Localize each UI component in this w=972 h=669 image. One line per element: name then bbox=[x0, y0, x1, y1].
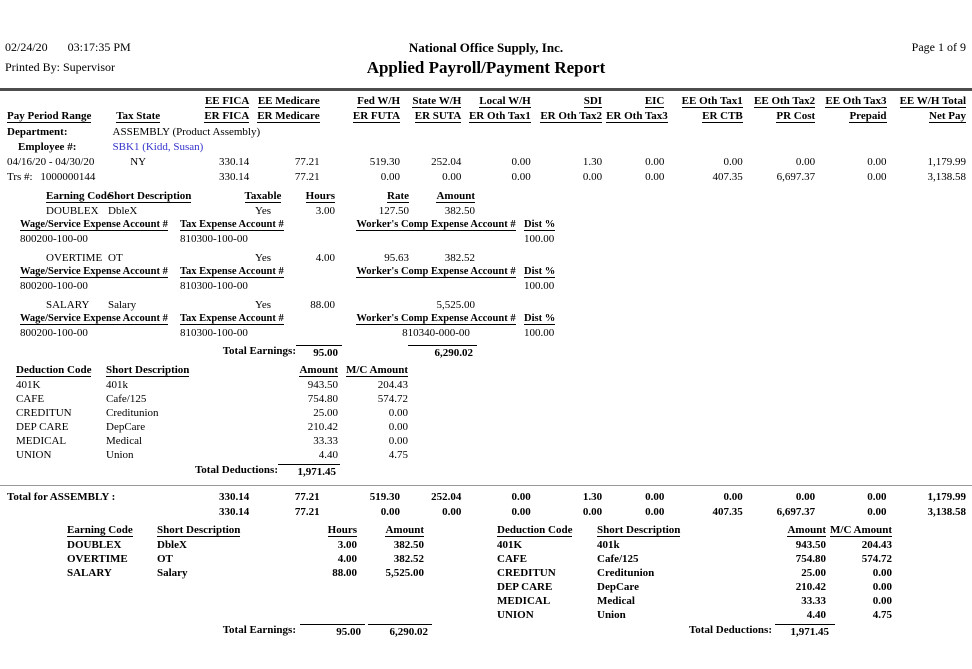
tax-value: 0.00 bbox=[582, 170, 603, 183]
total-value: 0.00 bbox=[645, 490, 665, 503]
col-header: Worker's Comp Expense Account # bbox=[356, 313, 516, 324]
earning-amount: 382.50 bbox=[393, 539, 424, 551]
col-header: EIC bbox=[644, 95, 665, 107]
total-value: 407.35 bbox=[712, 505, 743, 518]
summary-deduction-row bbox=[495, 608, 894, 622]
earning-code: SALARY bbox=[67, 567, 112, 579]
col-header: Local W/H bbox=[479, 95, 531, 107]
tax-value: 519.30 bbox=[369, 155, 401, 168]
earning-amount: 382.52 bbox=[444, 252, 475, 264]
summary-earnings-total-label: Total Earnings: bbox=[222, 624, 296, 636]
department-summary-section bbox=[0, 523, 972, 638]
col-header: Hours bbox=[327, 524, 357, 536]
summary-earnings-table bbox=[65, 523, 426, 580]
tax-value: 0.00 bbox=[645, 170, 665, 183]
earning-taxable: Yes bbox=[254, 205, 271, 217]
department-total-row1 bbox=[5, 489, 968, 504]
tax-value: 0.00 bbox=[511, 155, 531, 168]
deduction-desc: Creditunion bbox=[106, 407, 159, 419]
summary-earnings-block bbox=[65, 523, 495, 638]
deduction-desc: 401k bbox=[597, 539, 620, 551]
department-row bbox=[5, 124, 968, 139]
col-header: EE W/H Total bbox=[899, 95, 966, 107]
col-header: ER FICA bbox=[204, 110, 250, 122]
tax-value: 77.21 bbox=[294, 155, 320, 168]
printed-by: Printed By: Supervisor bbox=[5, 60, 115, 74]
tax-state: NY bbox=[130, 155, 147, 168]
col-header: Short Description bbox=[597, 524, 681, 536]
col-header: EE Medicare bbox=[257, 95, 320, 107]
total-value: 0.00 bbox=[723, 490, 743, 503]
col-header: M/C Amount bbox=[830, 524, 893, 536]
earning-taxable: Yes bbox=[254, 299, 271, 311]
deduction-mc-amount: 204.43 bbox=[861, 539, 893, 551]
tax-value: 252.04 bbox=[431, 155, 462, 168]
expense-account-block bbox=[18, 218, 584, 246]
col-header: Rate bbox=[387, 190, 409, 202]
deduction-desc: Cafe/125 bbox=[597, 553, 639, 565]
summary-earnings-total-hours: 95.00 bbox=[300, 624, 365, 638]
deduction-mc-amount: 4.75 bbox=[388, 449, 408, 461]
deduction-desc: Creditunion bbox=[597, 567, 655, 579]
deduction-row bbox=[14, 448, 410, 462]
col-header: ER Oth Tax3 bbox=[606, 110, 668, 122]
col-header: EE Oth Tax3 bbox=[825, 95, 887, 107]
comp-account bbox=[350, 279, 522, 293]
earnings-total-label: Total Earnings: bbox=[222, 345, 296, 357]
earning-code: DOUBLEX bbox=[67, 539, 122, 551]
earning-row bbox=[44, 251, 477, 265]
deduction-row bbox=[14, 406, 410, 420]
col-header: Earning Code bbox=[46, 190, 112, 202]
col-header: Tax Expense Account # bbox=[180, 266, 284, 277]
col-header: Worker's Comp Expense Account # bbox=[356, 219, 516, 230]
department-total-label: Total for ASSEMBLY : bbox=[7, 490, 116, 503]
tax-value: 0.00 bbox=[645, 155, 665, 168]
col-header: Tax Expense Account # bbox=[180, 313, 284, 324]
col-header: Wage/Service Expense Account # bbox=[20, 219, 168, 230]
col-header: ER CTB bbox=[702, 110, 743, 122]
summary-deductions-table bbox=[495, 523, 894, 622]
deduction-amount: 4.40 bbox=[318, 449, 338, 461]
deduction-mc-amount: 0.00 bbox=[872, 581, 893, 593]
deduction-desc: Union bbox=[106, 449, 134, 461]
deduction-amount: 33.33 bbox=[801, 595, 826, 607]
earning-hours: 88.00 bbox=[310, 299, 335, 311]
deduction-code: 401K bbox=[497, 539, 523, 551]
deduction-code: MEDICAL bbox=[16, 435, 67, 447]
deduction-amount: 25.00 bbox=[801, 567, 826, 579]
tax-summary-table bbox=[5, 94, 968, 184]
tax-value: 0.00 bbox=[442, 170, 462, 183]
summary-deductions-total-label: Total Deductions: bbox=[688, 624, 772, 636]
earnings-detail-section bbox=[0, 189, 972, 359]
col-header: ER Medicare bbox=[257, 110, 320, 122]
col-header: Dist % bbox=[524, 313, 556, 324]
earning-hours: 4.00 bbox=[337, 553, 357, 565]
trs-label: Trs #: bbox=[7, 170, 33, 183]
deduction-amount: 754.80 bbox=[307, 393, 338, 405]
deductions-total-row bbox=[14, 464, 972, 478]
earning-row bbox=[44, 204, 477, 218]
earning-amount: 5,525.00 bbox=[436, 299, 475, 311]
tax-value: 0.00 bbox=[867, 155, 887, 168]
report-header bbox=[0, 0, 972, 88]
col-header: State W/H bbox=[412, 95, 462, 107]
total-value: 0.00 bbox=[511, 505, 531, 518]
deduction-desc: Medical bbox=[106, 435, 143, 447]
deduction-code: MEDICAL bbox=[497, 595, 551, 607]
col-header: M/C Amount bbox=[345, 364, 408, 376]
wage-account: 800200-100-00 bbox=[20, 327, 88, 339]
col-header: Wage/Service Expense Account # bbox=[20, 266, 168, 277]
deduction-desc: 401k bbox=[106, 379, 128, 391]
deduction-mc-amount: 0.00 bbox=[388, 421, 408, 433]
col-header: Short Description bbox=[108, 190, 192, 202]
summary-earnings-total bbox=[65, 624, 495, 638]
deductions-total-amount: 1,971.45 bbox=[278, 464, 340, 478]
tax-header-row2 bbox=[5, 109, 968, 124]
deduction-code: CAFE bbox=[16, 393, 45, 405]
col-header: Taxable bbox=[244, 190, 282, 202]
total-value: 519.30 bbox=[369, 490, 401, 503]
earning-hours: 88.00 bbox=[332, 567, 357, 579]
deduction-amount: 33.33 bbox=[313, 435, 338, 447]
total-value: 1.30 bbox=[582, 490, 603, 503]
tax-value: 0.00 bbox=[867, 170, 887, 183]
summary-deduction-row bbox=[495, 580, 894, 594]
deduction-amount: 943.50 bbox=[307, 379, 338, 391]
summary-deductions-total bbox=[495, 624, 902, 638]
deduction-row bbox=[14, 420, 410, 434]
earning-rate: 127.50 bbox=[378, 205, 409, 217]
deduction-amount: 210.42 bbox=[307, 421, 338, 433]
earning-hours: 4.00 bbox=[315, 252, 335, 264]
earning-desc: Salary bbox=[108, 299, 137, 311]
total-value: 0.00 bbox=[795, 490, 816, 503]
deduction-code: CREDITUN bbox=[16, 407, 72, 419]
deduction-mc-amount: 204.43 bbox=[377, 379, 408, 391]
deduction-amount: 210.42 bbox=[795, 581, 826, 593]
total-value: 77.21 bbox=[294, 490, 320, 503]
wage-account: 800200-100-00 bbox=[20, 280, 88, 292]
col-header: ER Oth Tax2 bbox=[540, 110, 603, 122]
tax-value: 0.00 bbox=[380, 170, 401, 183]
col-header: EE Oth Tax1 bbox=[681, 95, 743, 107]
col-header: EE Oth Tax2 bbox=[754, 95, 816, 107]
col-header: Tax Expense Account # bbox=[180, 219, 284, 230]
tax-value: 0.00 bbox=[723, 155, 743, 168]
total-value: 0.00 bbox=[442, 505, 462, 518]
deduction-desc: Cafe/125 bbox=[106, 393, 147, 405]
department-total-row2 bbox=[5, 504, 968, 519]
col-header: Worker's Comp Expense Account # bbox=[356, 266, 516, 277]
company-name: National Office Supply, Inc. bbox=[408, 40, 564, 55]
deduction-amount: 25.00 bbox=[313, 407, 338, 419]
earning-code: DOUBLEX bbox=[46, 205, 99, 217]
tax-value: 0.00 bbox=[511, 170, 531, 183]
earnings-total-amount: 6,290.02 bbox=[408, 345, 477, 359]
col-header: EE FICA bbox=[204, 95, 250, 107]
earning-code: SALARY bbox=[46, 299, 90, 311]
summary-deduction-row bbox=[495, 594, 894, 608]
deduction-code: UNION bbox=[497, 609, 534, 621]
comp-account bbox=[350, 232, 522, 246]
expense-account-block bbox=[18, 265, 584, 293]
col-header: Amount bbox=[787, 524, 826, 536]
earnings-header bbox=[44, 189, 477, 204]
summary-deductions-block bbox=[495, 523, 902, 638]
tax-value: 77.21 bbox=[294, 170, 320, 183]
deduction-code: DEP CARE bbox=[497, 581, 553, 593]
deductions-total-label: Total Deductions: bbox=[194, 464, 278, 476]
header-rule bbox=[0, 88, 972, 91]
summary-deductions-total-amount: 1,971.45 bbox=[775, 624, 835, 638]
tax-value: 6,697.37 bbox=[776, 170, 816, 183]
col-header: Amount bbox=[385, 524, 424, 536]
expense-account-block bbox=[18, 312, 584, 340]
total-value: 0.00 bbox=[582, 505, 603, 518]
total-value: 330.14 bbox=[219, 505, 250, 518]
earning-desc: DbleX bbox=[108, 205, 138, 217]
tax-value: 330.14 bbox=[219, 155, 250, 168]
earning-amount: 382.50 bbox=[444, 205, 475, 217]
summary-earning-row bbox=[65, 566, 426, 580]
total-value: 0.00 bbox=[380, 505, 401, 518]
earning-rate: 95.63 bbox=[384, 252, 409, 264]
deduction-desc: Medical bbox=[597, 595, 635, 607]
col-header: Earning Code bbox=[67, 524, 133, 536]
col-header: ER Oth Tax1 bbox=[468, 110, 531, 122]
total-value: 3,138.58 bbox=[927, 505, 966, 518]
pay-period-row bbox=[5, 154, 968, 169]
tax-header-row1 bbox=[5, 94, 968, 109]
tax-account: 810300-100-00 bbox=[180, 327, 248, 339]
deduction-amount: 4.40 bbox=[806, 609, 826, 621]
deduction-amount: 943.50 bbox=[795, 539, 826, 551]
tax-value: 1.30 bbox=[582, 155, 603, 168]
earning-hours: 3.00 bbox=[315, 205, 335, 217]
department-label: Department: bbox=[7, 125, 68, 138]
report-title: Applied Payroll/Payment Report bbox=[366, 58, 606, 77]
earning-code: OVERTIME bbox=[46, 252, 103, 264]
deduction-row bbox=[14, 378, 410, 392]
earnings-total-row bbox=[44, 345, 477, 359]
report-time: 03:17:35 PM bbox=[67, 40, 131, 54]
section-divider bbox=[0, 485, 972, 486]
tax-value: 0.00 bbox=[795, 155, 816, 168]
total-value: 0.00 bbox=[867, 490, 887, 503]
trs-number: 1000000144 bbox=[40, 170, 96, 183]
department-total-table bbox=[5, 489, 968, 519]
deduction-code: CAFE bbox=[497, 553, 527, 565]
total-value: 1,179.99 bbox=[927, 490, 966, 503]
pay-period-range: 04/16/20 - 04/30/20 bbox=[7, 155, 95, 168]
deduction-code: DEP CARE bbox=[16, 421, 69, 433]
col-header: Net Pay bbox=[929, 110, 966, 122]
col-header: Fed W/H bbox=[357, 95, 401, 107]
earning-desc: OT bbox=[157, 553, 173, 565]
deduction-desc: DepCare bbox=[106, 421, 146, 433]
total-value: 0.00 bbox=[867, 505, 887, 518]
comp-account: 810340-000-00 bbox=[402, 327, 470, 339]
earning-hours: 3.00 bbox=[337, 539, 357, 551]
employee-row bbox=[5, 139, 968, 154]
deduction-row bbox=[14, 434, 410, 448]
deduction-mc-amount: 0.00 bbox=[872, 595, 893, 607]
summary-earning-row bbox=[65, 552, 426, 566]
employee-label: Employee #: bbox=[18, 140, 77, 153]
col-header: Deduction Code bbox=[16, 364, 92, 376]
transaction-row bbox=[5, 169, 968, 184]
col-header: SDI bbox=[583, 95, 603, 107]
earning-amount: 5,525.00 bbox=[385, 567, 424, 579]
col-header: Short Description bbox=[157, 524, 241, 536]
deduction-code: CREDITUN bbox=[497, 567, 556, 579]
col-header: Amount bbox=[436, 190, 475, 202]
col-header: Deduction Code bbox=[497, 524, 573, 536]
col-header: Hours bbox=[305, 190, 335, 202]
deduction-row bbox=[14, 392, 410, 406]
earning-desc: OT bbox=[108, 252, 123, 264]
earning-rate bbox=[337, 298, 411, 312]
col-header: Pay Period Range bbox=[7, 110, 92, 122]
col-header: Dist % bbox=[524, 266, 556, 277]
deduction-mc-amount: 0.00 bbox=[388, 435, 408, 447]
col-header: ER SUTA bbox=[414, 110, 462, 122]
tax-value: 3,138.58 bbox=[927, 170, 966, 183]
total-value: 0.00 bbox=[511, 490, 531, 503]
col-header: Wage/Service Expense Account # bbox=[20, 313, 168, 324]
report-date: 02/24/20 bbox=[5, 40, 48, 54]
col-header: PR Cost bbox=[776, 110, 816, 122]
col-header: ER FUTA bbox=[352, 110, 401, 122]
deduction-mc-amount: 574.72 bbox=[861, 553, 893, 565]
deduction-desc: DepCare bbox=[597, 581, 639, 593]
title-block bbox=[0, 40, 972, 78]
deductions-table bbox=[14, 363, 410, 462]
total-value: 0.00 bbox=[645, 505, 665, 518]
deduction-code: UNION bbox=[16, 449, 52, 461]
total-value: 77.21 bbox=[294, 505, 320, 518]
col-header: Tax State bbox=[116, 110, 161, 122]
wage-account: 800200-100-00 bbox=[20, 233, 88, 245]
tax-account: 810300-100-00 bbox=[180, 233, 248, 245]
col-header: Prepaid bbox=[849, 110, 887, 122]
summary-deduction-row bbox=[495, 566, 894, 580]
page-number: Page 1 of 9 bbox=[911, 40, 966, 54]
col-header: Amount bbox=[299, 364, 338, 376]
earning-code: OVERTIME bbox=[67, 553, 128, 565]
tax-value: 407.35 bbox=[712, 170, 743, 183]
earning-taxable: Yes bbox=[254, 252, 271, 264]
deduction-amount: 754.80 bbox=[795, 553, 826, 565]
earning-row bbox=[44, 298, 477, 312]
deduction-mc-amount: 574.72 bbox=[377, 393, 408, 405]
total-value: 6,697.37 bbox=[776, 505, 816, 518]
earning-amount: 382.52 bbox=[393, 553, 424, 565]
department-value: ASSEMBLY (Product Assembly) bbox=[112, 125, 261, 138]
dist-percent: 100.00 bbox=[524, 233, 555, 245]
tax-value: 1,179.99 bbox=[927, 155, 966, 168]
deduction-code: 401K bbox=[16, 379, 41, 391]
earning-desc: DbleX bbox=[157, 539, 187, 551]
total-value: 330.14 bbox=[219, 490, 250, 503]
earning-desc: Salary bbox=[157, 567, 188, 579]
dist-percent: 100.00 bbox=[524, 280, 555, 292]
deduction-desc: Union bbox=[597, 609, 626, 621]
deductions-detail-section bbox=[0, 363, 972, 478]
deduction-mc-amount: 0.00 bbox=[388, 407, 408, 419]
dist-percent: 100.00 bbox=[524, 327, 555, 339]
deduction-mc-amount: 4.75 bbox=[872, 609, 893, 621]
summary-earning-row bbox=[65, 538, 426, 552]
summary-deduction-row bbox=[495, 538, 894, 552]
tax-account: 810300-100-00 bbox=[180, 280, 248, 292]
summary-earnings-total-amount: 6,290.02 bbox=[368, 624, 432, 638]
earnings-total-hours: 95.00 bbox=[296, 345, 342, 359]
tax-value: 330.14 bbox=[219, 170, 250, 183]
deduction-mc-amount: 0.00 bbox=[872, 567, 893, 579]
total-value: 252.04 bbox=[431, 490, 462, 503]
col-header: Dist % bbox=[524, 219, 556, 230]
employee-link[interactable]: SBK1 (Kidd, Susan) bbox=[112, 140, 204, 153]
summary-deduction-row bbox=[495, 552, 894, 566]
col-header: Short Description bbox=[106, 364, 190, 376]
